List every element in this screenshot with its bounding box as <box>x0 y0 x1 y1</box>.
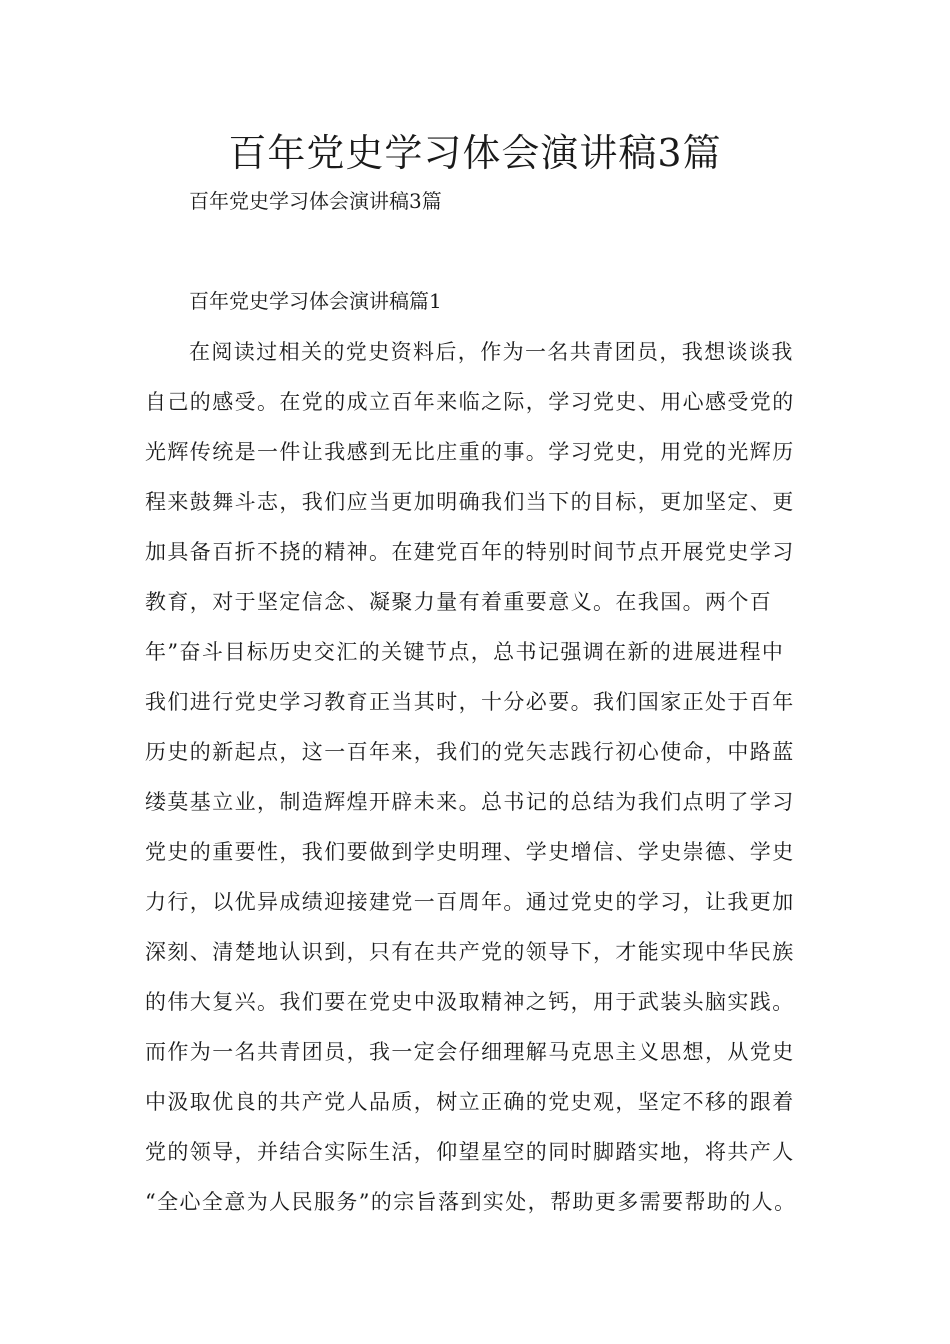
body-line: 历史的新起点，这一百年来，我们的党矢志践行初心使命，中路蓝 <box>145 740 795 764</box>
body-line: 党的领导，并结合实际生活，仰望星空的同时脚踏实地，将共产人 <box>145 1140 795 1164</box>
body-line: 力行，以优异成绩迎接建党一百周年。通过党史的学习，让我更加 <box>145 890 795 914</box>
document-subtitle: 百年党史学习体会演讲稿3篇 <box>189 189 442 213</box>
body-line: 年”奋斗目标历史交汇的关键节点，总书记强调在新的进展进程中 <box>145 640 785 664</box>
body-line: 程来鼓舞斗志，我们应当更加明确我们当下的目标，更加坚定、更 <box>145 490 795 514</box>
body-line: 光辉传统是一件让我感到无比庄重的事。学习党史，用党的光辉历 <box>145 440 795 464</box>
body-line: “全心全意为人民服务”的宗旨落到实处，帮助更多需要帮助的人。 <box>145 1190 797 1214</box>
body-line: 党史的重要性，我们要做到学史明理、学史增信、学史崇德、学史 <box>145 840 795 864</box>
document-title: 百年党史学习体会演讲稿3篇 <box>228 131 722 175</box>
body-line: 自己的感受。在党的成立百年来临之际，学习党史、用心感受党的 <box>145 390 795 414</box>
body-line: 深刻、清楚地认识到，只有在共产党的领导下，才能实现中华民族 <box>145 940 795 964</box>
body-line: 而作为一名共青团员，我一定会仔细理解马克思主义思想，从党史 <box>145 1040 795 1064</box>
body-line: 加具备百折不挠的精神。在建党百年的特别时间节点开展党史学习 <box>145 540 795 564</box>
body-line: 中汲取优良的共产党人品质，树立正确的党史观，坚定不移的跟着 <box>145 1090 795 1114</box>
body-line: 的伟大复兴。我们要在党史中汲取精神之钙，用于武装头脑实践。 <box>145 990 795 1014</box>
body-line: 在阅读过相关的党史资料后，作为一名共青团员，我想谈谈我 <box>189 340 794 364</box>
body-text <box>145 332 825 1232</box>
body-line: 我们进行党史学习教育正当其时，十分必要。我们国家正处于百年 <box>145 690 795 714</box>
section-heading: 百年党史学习体会演讲稿篇1 <box>189 289 442 313</box>
body-line: 缕莫基立业，制造辉煌开辟未来。总书记的总结为我们点明了学习 <box>145 790 795 814</box>
body-line: 教育，对于坚定信念、凝聚力量有着重要意义。在我国。两个百 <box>145 590 773 614</box>
